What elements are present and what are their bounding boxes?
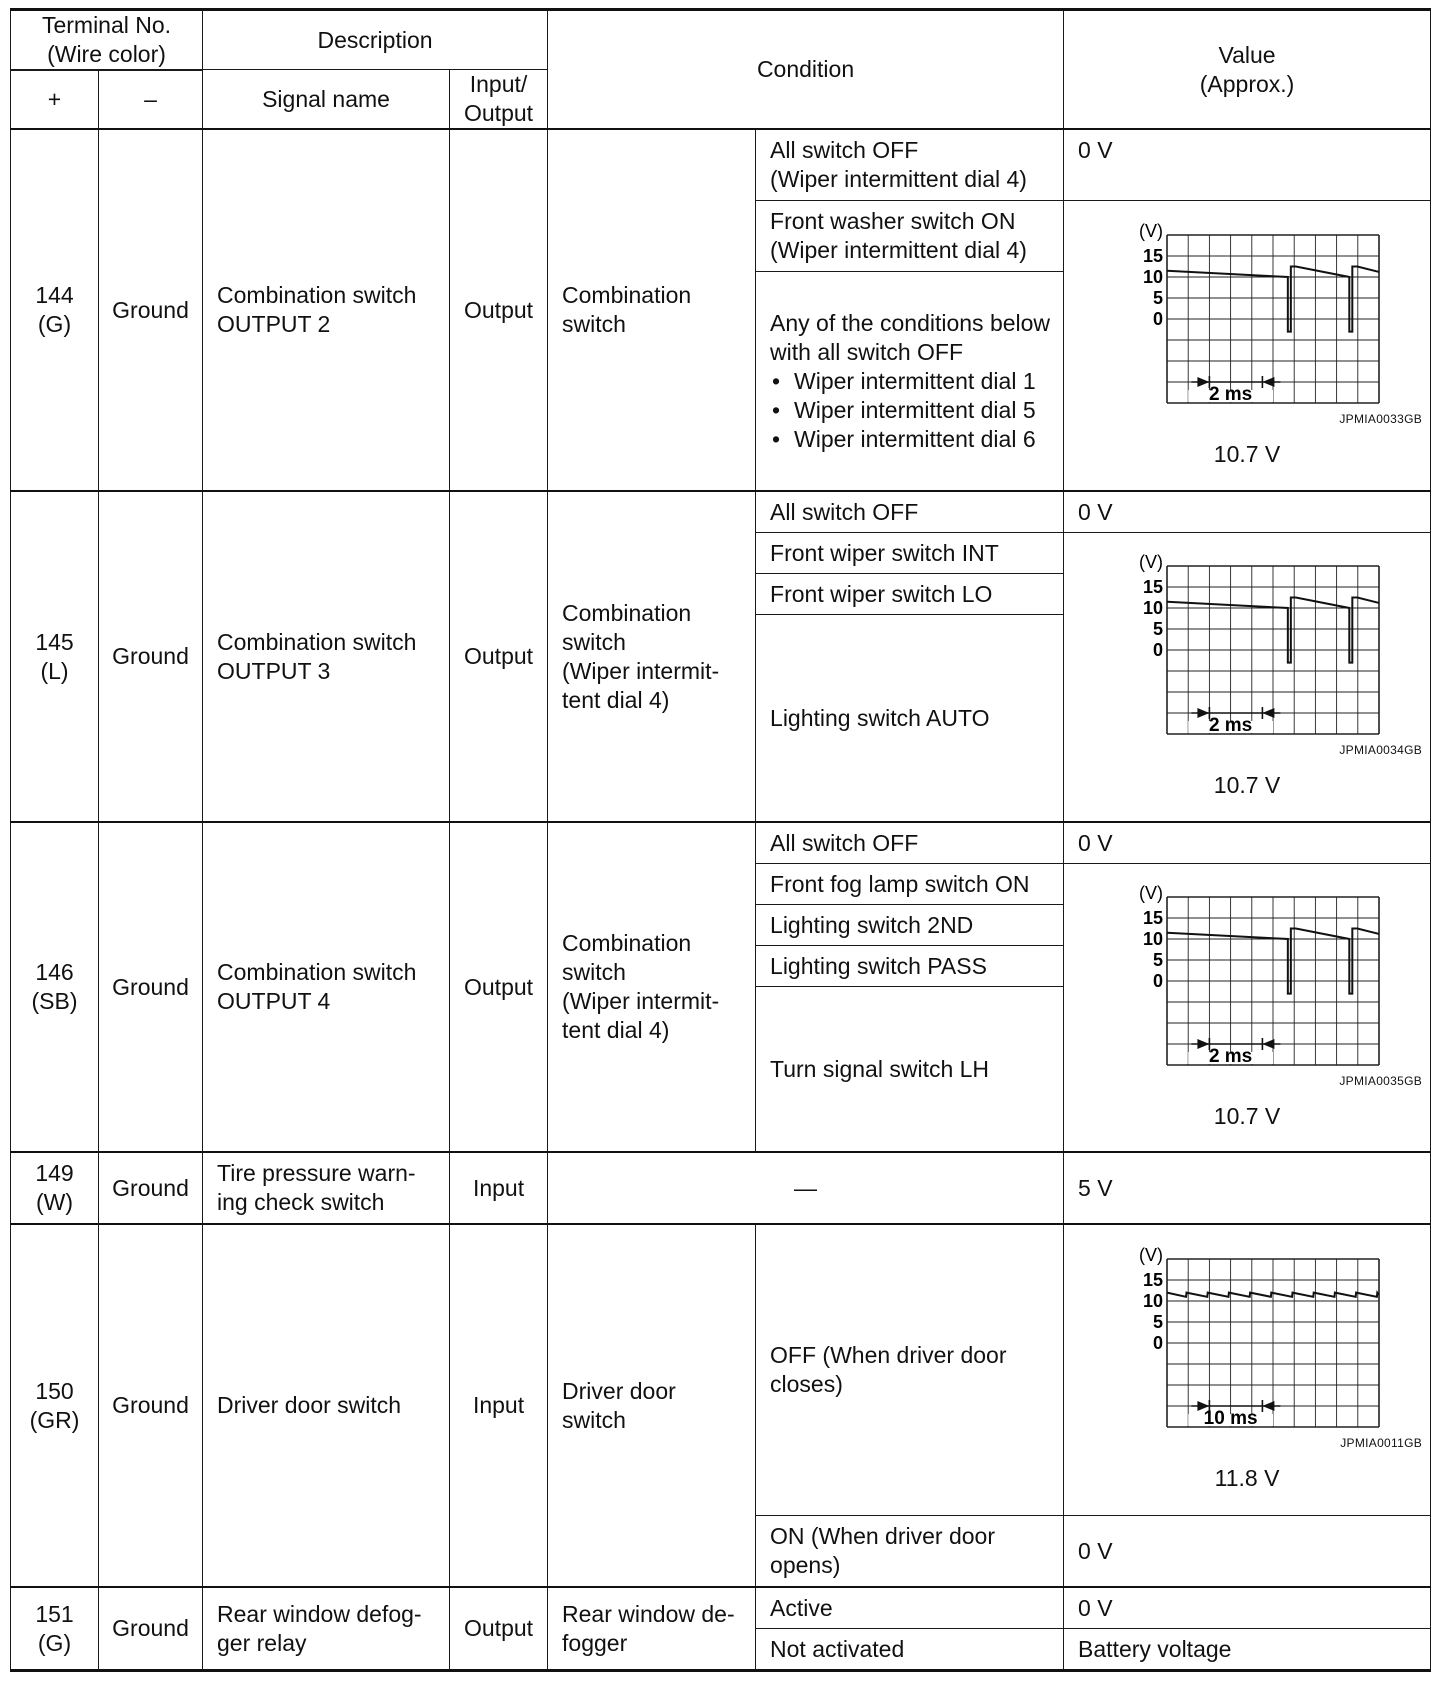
condition-sub: Front wiper switch LO [756, 574, 1064, 615]
io-type: Output [450, 1587, 548, 1671]
time-division-label: 2 ms [1208, 715, 1253, 736]
tick-label: 15 [1143, 907, 1164, 928]
wire-color: (GR) [29, 1406, 80, 1433]
waveform-value: 10.7 V [1213, 1102, 1281, 1129]
condition-line: switch [562, 959, 626, 985]
wire-color: (W) [35, 1189, 74, 1215]
signal-line: Tire pressure warn- [217, 1160, 416, 1186]
time-span-arrowhead [1262, 1039, 1274, 1049]
condition-sub-line: (Wiper intermittent dial 4) [770, 166, 1027, 192]
condition-main [548, 1224, 756, 1587]
list-item: • Wiper intermittent dial 5 [770, 396, 1057, 425]
condition-line: Combination [562, 599, 692, 626]
header-wire-color-text: (Wire color) [47, 41, 166, 67]
tick-label: 15 [1143, 245, 1164, 266]
list-item: • Wiper intermittent dial 1 [770, 367, 1057, 396]
terminal-table-sheet [10, 8, 1430, 1672]
time-division-label: 10 ms [1203, 1408, 1258, 1429]
header-row-1 [11, 10, 1431, 70]
condition-sub: Not activated [756, 1629, 1064, 1671]
header-input-output [450, 70, 548, 130]
terminal-number: 149 [35, 1160, 74, 1186]
condition-main [548, 491, 756, 822]
terminal-cell [11, 1587, 99, 1671]
waveform-chart [1082, 217, 1412, 407]
figure-reference: JPMIA0011GB [1340, 1436, 1423, 1450]
signal-line: ing check switch [217, 1189, 385, 1215]
signal-name [203, 491, 450, 822]
waveform-chart [1082, 1241, 1412, 1431]
axis-unit-label: (V) [1139, 1245, 1164, 1265]
condition-sub: Lighting switch PASS [756, 946, 1064, 987]
minus-terminal: Ground [99, 1224, 203, 1587]
signal-line: Rear window defog- [217, 1600, 422, 1627]
signal-line: Combination switch [217, 282, 417, 308]
condition-sub-line: (Wiper intermittent dial 4) [770, 237, 1027, 263]
condition-sub [756, 1224, 1064, 1516]
wire-color: (SB) [31, 988, 78, 1014]
tick-label: 5 [1153, 619, 1164, 639]
tick-label: 5 [1153, 1312, 1164, 1332]
header-terminal-no-text: Terminal No. [41, 12, 172, 38]
table-row [11, 1152, 1431, 1224]
signal-name [203, 822, 450, 1152]
condition-line: switch [562, 628, 626, 655]
terminal-cell [11, 491, 99, 822]
condition-sub-line: with all switch OFF [770, 338, 964, 365]
header-value [1064, 10, 1431, 130]
condition-sub: Turn signal switch LH [756, 987, 1064, 1153]
table-row [11, 1224, 1431, 1516]
axis-unit-label: (V) [1139, 882, 1164, 903]
tick-label: 5 [1153, 287, 1164, 308]
tick-label: 0 [1153, 640, 1164, 660]
header-minus: – [99, 71, 203, 129]
condition-line: (Wiper intermit- [562, 988, 720, 1014]
waveform-cell [1064, 864, 1431, 1153]
value-cell: 0 V [1064, 491, 1431, 533]
condition-sub-line: All switch OFF [770, 137, 919, 163]
tick-label: 10 [1143, 266, 1164, 287]
condition-line: (Wiper intermit- [562, 657, 720, 684]
condition-sub: Front wiper switch INT [756, 533, 1064, 574]
signal-line: Combination switch [217, 959, 417, 985]
tick-label: 15 [1143, 577, 1164, 597]
condition-line: Rear window de- [562, 1600, 735, 1627]
condition-line: Combination [562, 282, 692, 308]
terminal-cell [11, 129, 99, 491]
terminal-number: 144 [35, 282, 74, 308]
io-type: Input [450, 1152, 548, 1224]
signal-line: ger relay [217, 1629, 307, 1656]
tick-label: 0 [1153, 1333, 1164, 1353]
condition-sub: Lighting switch 2ND [756, 905, 1064, 946]
minus-terminal: Ground [99, 822, 203, 1152]
signal-name [203, 1152, 450, 1224]
header-value-text: Value [1218, 41, 1276, 68]
condition-main: — [548, 1152, 1064, 1224]
header-output-text: Output [464, 100, 534, 126]
time-span-arrowhead [1262, 377, 1274, 387]
waveform-cell [1064, 201, 1431, 492]
header-description: Description [203, 10, 548, 70]
condition-sub: All switch OFF [756, 822, 1064, 864]
signal-name [203, 1587, 450, 1671]
condition-sub-line: Any of the conditions below [770, 309, 1051, 336]
terminal-table [10, 8, 1431, 1672]
value-cell: 0 V [1064, 129, 1431, 201]
time-span-arrowhead [1262, 708, 1274, 718]
condition-sub [756, 272, 1064, 492]
condition-sub-line: Front washer switch ON [770, 208, 1016, 234]
waveform-cell [1064, 533, 1431, 823]
waveform-value: 11.8 V [1214, 1465, 1280, 1491]
io-type: Output [450, 491, 548, 822]
header-approx-text: (Approx.) [1199, 70, 1295, 97]
terminal-cell [11, 1224, 99, 1587]
wire-color: (G) [37, 1629, 72, 1656]
condition-main [548, 129, 756, 491]
terminal-number: 151 [35, 1600, 74, 1627]
tick-label: 0 [1153, 970, 1164, 991]
condition-line: switch [562, 1406, 626, 1433]
terminal-number: 146 [35, 959, 74, 985]
value-cell: 0 V [1064, 1516, 1431, 1588]
tick-label: 10 [1143, 928, 1164, 949]
condition-line: tent dial 4) [562, 1017, 670, 1043]
condition-main [548, 822, 756, 1152]
header-signal-name: Signal name [203, 70, 450, 130]
axis-unit-label: (V) [1139, 220, 1164, 241]
table-row [11, 822, 1431, 864]
condition-sub-line: ON (When driver door [770, 1523, 995, 1549]
minus-terminal: Ground [99, 491, 203, 822]
condition-sub [756, 201, 1064, 272]
axis-unit-label: (V) [1139, 552, 1164, 572]
table-row [11, 491, 1431, 533]
condition-line: fogger [562, 1629, 628, 1656]
signal-line: OUTPUT 3 [217, 657, 331, 684]
time-span-arrowhead [1197, 1039, 1209, 1049]
header-terminal-no [11, 10, 203, 70]
header-condition: Condition [548, 10, 1064, 130]
tick-label: 0 [1153, 308, 1164, 329]
terminal-cell [11, 1152, 99, 1224]
list-item: • Wiper intermittent dial 6 [770, 425, 1057, 454]
header-input-text: Input/ [469, 71, 528, 97]
condition-line: tent dial 4) [562, 686, 670, 713]
condition-sub [756, 129, 1064, 201]
condition-sub-line: opens) [770, 1552, 841, 1578]
time-span-arrowhead [1197, 708, 1209, 718]
condition-line: Combination [562, 930, 692, 956]
tick-label: 10 [1143, 1291, 1164, 1311]
wire-color: (L) [40, 657, 69, 684]
io-type: Output [450, 822, 548, 1152]
tick-label: 10 [1143, 598, 1164, 618]
figure-reference: JPMIA0034GB [1339, 743, 1423, 757]
minus-terminal: Ground [99, 1587, 203, 1671]
terminal-number: 145 [35, 628, 74, 655]
wire-color: (G) [37, 311, 72, 337]
waveform-value: 10.7 V [1213, 440, 1281, 467]
table-row [11, 129, 1431, 201]
header-plus: + [11, 71, 99, 129]
condition-bullet-list [770, 367, 1057, 454]
condition-main [548, 1587, 756, 1671]
value-cell: Battery voltage [1064, 1629, 1431, 1671]
condition-sub: Active [756, 1587, 1064, 1629]
io-type: Output [450, 129, 548, 491]
signal-line: Combination switch [217, 628, 417, 655]
condition-sub-line: OFF (When driver door [770, 1342, 1007, 1368]
waveform-value: 10.7 V [1213, 772, 1281, 798]
value-cell: 0 V [1064, 1587, 1431, 1629]
condition-sub-line: closes) [770, 1371, 843, 1397]
condition-line: switch [562, 311, 626, 337]
figure-reference: JPMIA0035GB [1339, 1073, 1423, 1088]
minus-terminal: Ground [99, 1152, 203, 1224]
table-row [11, 1587, 1431, 1629]
signal-line: OUTPUT 2 [217, 311, 331, 337]
condition-sub: All switch OFF [756, 491, 1064, 533]
minus-terminal: Ground [99, 129, 203, 491]
terminal-cell [11, 822, 99, 1152]
waveform-chart [1082, 548, 1412, 738]
terminal-number: 150 [35, 1377, 74, 1404]
tick-label: 15 [1143, 1270, 1164, 1290]
signal-line: OUTPUT 4 [217, 988, 331, 1014]
condition-line: Driver door [562, 1377, 676, 1404]
time-division-label: 2 ms [1208, 1045, 1253, 1067]
waveform-chart [1082, 879, 1412, 1069]
value-cell: 5 V [1064, 1152, 1431, 1224]
tick-label: 5 [1153, 949, 1164, 970]
condition-sub: Front fog lamp switch ON [756, 864, 1064, 905]
time-span-arrowhead [1197, 377, 1209, 387]
signal-name: Driver door switch [203, 1224, 450, 1587]
time-division-label: 2 ms [1208, 383, 1253, 405]
condition-sub: Lighting switch AUTO [756, 615, 1064, 823]
condition-sub [756, 1516, 1064, 1588]
waveform-cell [1064, 1224, 1431, 1516]
value-cell: 0 V [1064, 822, 1431, 864]
io-type: Input [450, 1224, 548, 1587]
time-span-arrowhead [1262, 1401, 1274, 1411]
figure-reference: JPMIA0033GB [1339, 411, 1423, 426]
signal-name [203, 129, 450, 491]
